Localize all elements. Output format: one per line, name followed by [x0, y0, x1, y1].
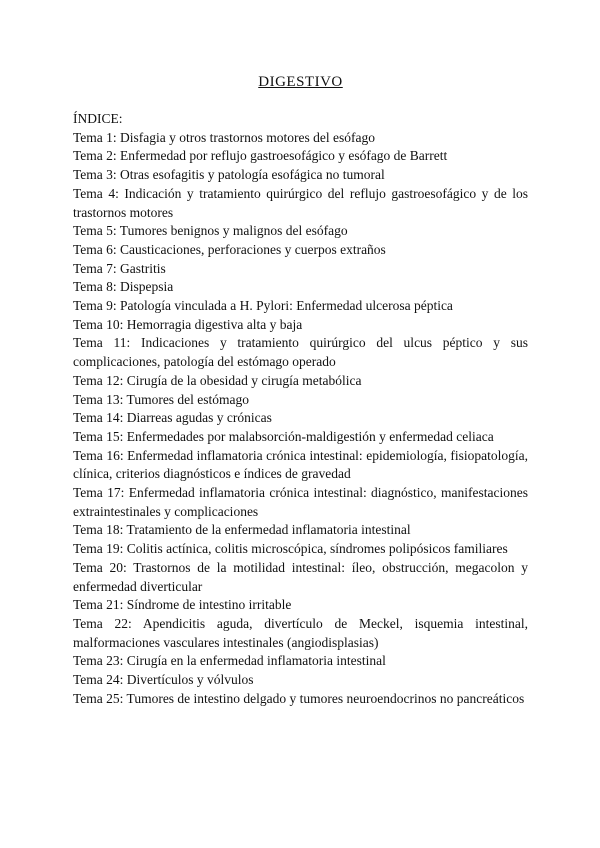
toc-item-tema-20: Tema 20: Trastornos de la motilidad intestinal: íleo, obstrucción, megacolon y enfermedad diverticular [73, 559, 528, 594]
toc-item-tema-22: Tema 22: Apendicitis aguda, divertículo de Meckel, isquemia intestinal, malformaciones vasculares intestinales (angiodisplasias) [73, 615, 528, 650]
toc-item-tema-12: Tema 12: Cirugía de la obesidad y cirugía metabólica [73, 372, 362, 388]
toc-item-tema-1: Tema 1: Disfagia y otros trastornos motores del esófago [73, 129, 375, 145]
toc-item-tema-5: Tema 5: Tumores benignos y malignos del esófago [73, 223, 348, 239]
toc-item-tema-24: Tema 24: Divertículos y vólvulos [73, 672, 254, 688]
toc-item-tema-3: Tema 3: Otras esofagitis y patología esofágica no tumoral [73, 167, 385, 183]
toc-item-tema-6: Tema 6: Causticaciones, perforaciones y cuerpos extraños [73, 241, 386, 257]
toc-item-tema-15: Tema 15: Enfermedades por malabsorción-maldigestión y enfermedad celiaca [73, 428, 494, 444]
toc-item-tema-9: Tema 9: Patología vinculada a H. Pylori: Enfermedad ulcerosa péptica [73, 298, 453, 314]
document-title: DIGESTIVO [258, 74, 343, 90]
toc-item-tema-7: Tema 7: Gastritis [73, 260, 166, 276]
document-page [73, 0, 528, 708]
toc-item-tema-19: Tema 19: Colitis actínica, colitis microscópica, síndromes polipósicos familiares [73, 541, 508, 557]
toc-item-tema-21: Tema 21: Síndrome de intestino irritable [73, 597, 292, 613]
toc-item-tema-10: Tema 10: Hemorragia digestiva alta y baja [73, 316, 303, 332]
table-of-contents [73, 129, 528, 709]
toc-item-tema-4: Tema 4: Indicación y tratamiento quirúrgico del reflujo gastroesofágico y de los trastornos motores [73, 185, 528, 220]
toc-item-tema-2: Tema 2: Enfermedad por reflujo gastroesofágico y esófago de Barrett [73, 148, 448, 164]
toc-item-tema-8: Tema 8: Dispepsia [73, 279, 174, 295]
index-heading: ÍNDICE: [73, 111, 123, 126]
toc-item-tema-14: Tema 14: Diarreas agudas y crónicas [73, 410, 272, 426]
toc-item-tema-25: Tema 25: Tumores de intestino delgado y tumores neuroendocrinos no pancreáticos [73, 690, 525, 706]
toc-item-tema-16: Tema 16: Enfermedad inflamatoria crónica intestinal: epidemiología, fisiopatología, clínica, criterios diagnósticos e índices de gravedad [73, 447, 528, 482]
toc-item-tema-23: Tema 23: Cirugía en la enfermedad inflamatoria intestinal [73, 653, 386, 669]
toc-item-tema-18: Tema 18: Tratamiento de la enfermedad inflamatoria intestinal [73, 522, 411, 538]
toc-item-tema-13: Tema 13: Tumores del estómago [73, 391, 250, 407]
toc-item-tema-11: Tema 11: Indicaciones y tratamiento quirúrgico del ulcus péptico y sus complicaciones, patología del estómago operado [73, 335, 528, 370]
toc-item-tema-17: Tema 17: Enfermedad inflamatoria crónica intestinal: diagnóstico, manifestaciones extraintestinales y complicaciones [73, 485, 528, 519]
